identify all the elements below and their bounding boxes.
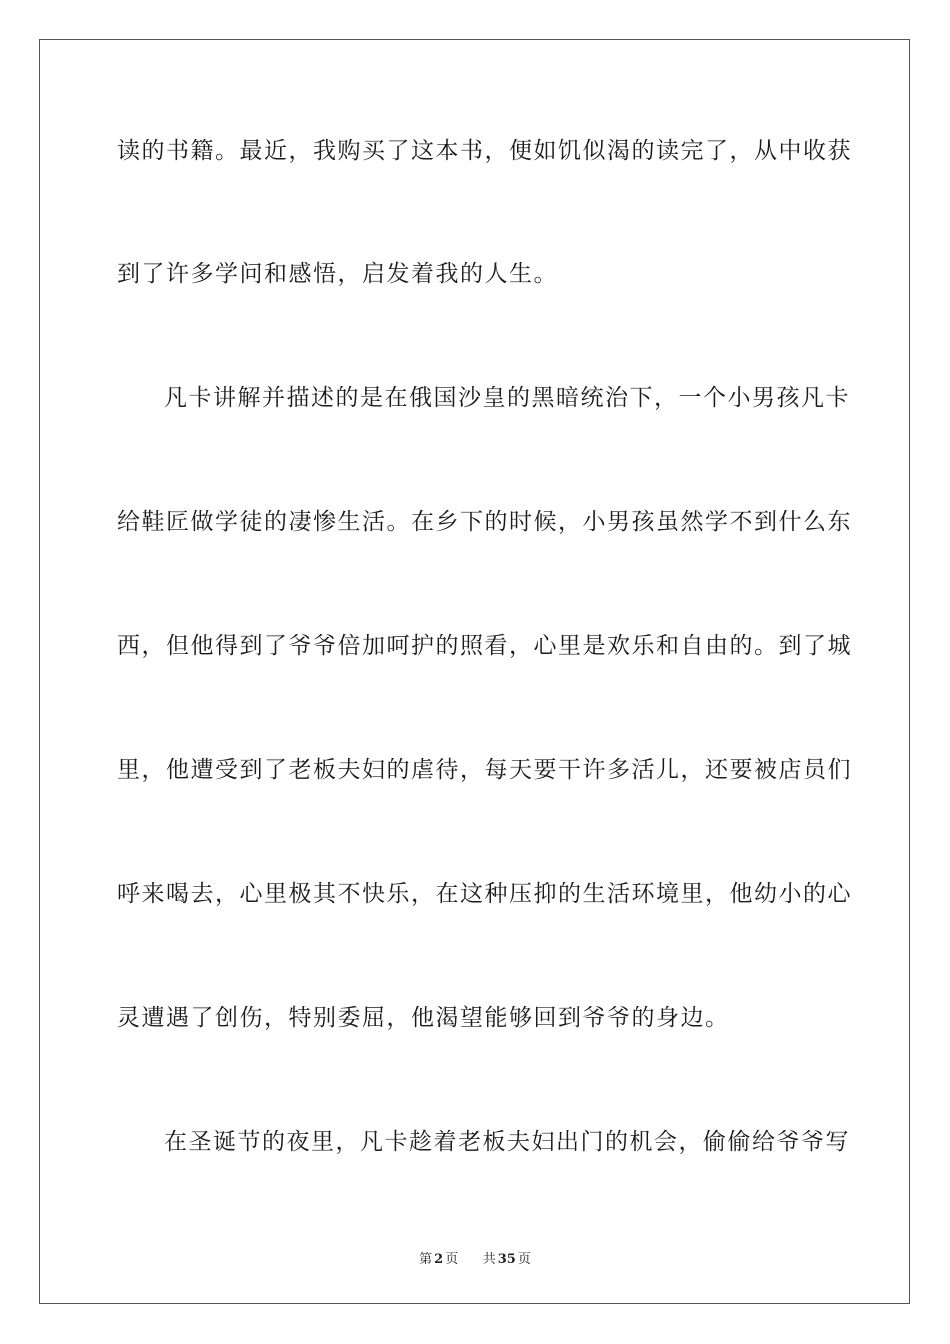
page-prefix: 第 <box>419 1252 433 1267</box>
page-number: 2 <box>434 1252 444 1267</box>
body-line: 里 ， 他 遭 受 到 了 老 板 夫 妇 的 虐 待 ， 每 天 要 干 许 多 活 儿 ， 还 要 被 店 员 们 <box>117 757 852 783</box>
total-pages-indicator <box>481 1252 533 1267</box>
page-suffix: 页 <box>445 1252 459 1267</box>
total-pages-number: 35 <box>497 1252 516 1267</box>
body-line: 读 的 书 籍 。 最 近 ， 我 购 买 了 这 本 书 ， 便 如 饥 似 渴 的 读 完 了 ， 从 中 收 获 <box>117 138 852 164</box>
page-indicator <box>417 1252 460 1267</box>
total-prefix: 共 <box>482 1252 496 1267</box>
paragraph-first-line: 凡 卡 讲 解 并 描 述 的 是 在 俄 国 沙 皇 的 黑 暗 统 治 下 ， 一 个 小 男 孩 凡 卡 <box>164 385 850 411</box>
body-line: 到了许多学问和感悟，启发着我的人生。 <box>117 261 558 287</box>
page-border <box>39 39 910 1304</box>
body-line: 灵遭遇了创伤，特别委屈，他渴望能够回到爷爷的身边。 <box>117 1005 730 1031</box>
body-line: 呼 来 喝 去 ， 心 里 极 其 不 快 乐 ， 在 这 种 压 抑 的 生 活 环 境 里 ， 他 幼 小 的 心 <box>117 881 852 907</box>
body-line: 西 ， 但 他 得 到 了 爷 爷 倍 加 呵 护 的 照 看 ， 心 里 是 欢 乐 和 自 由 的 。 到 了 城 <box>117 633 852 659</box>
total-suffix: 页 <box>517 1252 531 1267</box>
body-line: 给 鞋 匠 做 学 徒 的 凄 惨 生 活 。 在 乡 下 的 时 候 ， 小 男 孩 虽 然 学 不 到 什 么 东 <box>117 509 852 535</box>
paragraph-first-line: 在 圣 诞 节 的 夜 里 ， 凡 卡 趁 着 老 板 夫 妇 出 门 的 机 会 ， 偷 偷 给 爷 爷 写 <box>164 1129 850 1155</box>
page-footer <box>0 1248 950 1267</box>
